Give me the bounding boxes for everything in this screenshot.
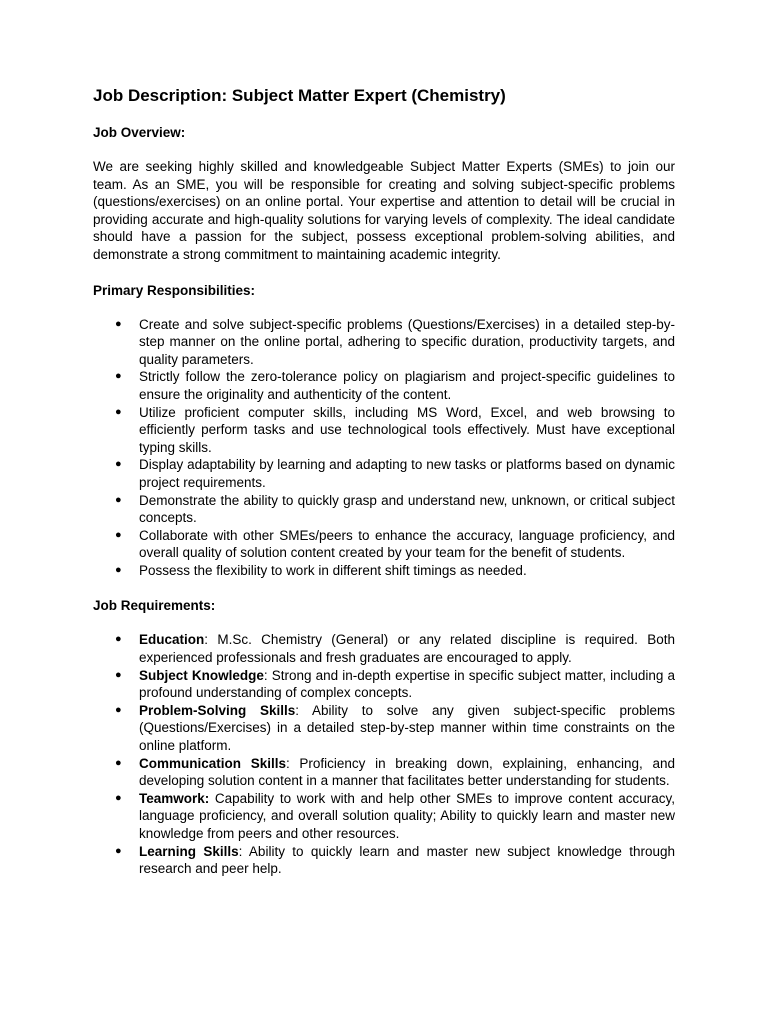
requirement-term: Teamwork: bbox=[139, 790, 210, 806]
requirement-text: : Ability to solve any given subject-specific problems (Questions/Exercises) in a detailed step-by-step manner within time constraints on the online platform. bbox=[139, 702, 675, 754]
bullet-icon: ● bbox=[115, 791, 122, 804]
requirement-term: Learning Skills bbox=[139, 843, 239, 859]
requirements-list bbox=[93, 631, 675, 877]
list-item bbox=[93, 368, 675, 403]
requirement-term: Subject Knowledge bbox=[139, 667, 264, 683]
requirement-text: : Proficiency in breaking down, explaining, enhancing, and developing solution content in a manner that facilitates better understanding for students. bbox=[139, 755, 675, 789]
requirement-term: Problem-Solving Skills bbox=[139, 702, 296, 718]
list-item bbox=[93, 456, 675, 491]
requirements-heading: Job Requirements: bbox=[93, 598, 216, 614]
requirement-term: Education bbox=[139, 632, 205, 648]
bullet-icon: ● bbox=[115, 458, 122, 471]
list-item bbox=[93, 843, 675, 878]
list-item-text: Utilize proficient computer skills, including MS Word, Excel, and web browsing to efficiently perform tasks and use technological tools effectively. Must have exceptional typing skills. bbox=[139, 404, 675, 455]
requirement-text: Capability to work with and help other SMEs to improve content accuracy, language proficiency, and overall solution quality; Ability to quickly learn and master new knowledge from peers and other resources. bbox=[139, 790, 675, 841]
list-item-text: Collaborate with other SMEs/peers to enhance the accuracy, language proficiency, and overall quality of solution content created by your team for the benefit of students. bbox=[139, 527, 675, 561]
responsibilities-list bbox=[93, 316, 675, 580]
requirement-term: Communication Skills bbox=[139, 755, 286, 771]
document-page bbox=[93, 84, 675, 878]
responsibilities-heading: Primary Responsibilities: bbox=[93, 282, 256, 298]
list-item bbox=[93, 492, 675, 527]
requirement-text: : Ability to quickly learn and master new subject knowledge through research and peer help. bbox=[139, 843, 675, 877]
bullet-icon: ● bbox=[115, 703, 122, 716]
document-title: Job Description: Subject Matter Expert (Chemistry) bbox=[93, 86, 506, 105]
bullet-icon: ● bbox=[115, 668, 122, 681]
overview-paragraph: We are seeking highly skilled and knowledgeable Subject Matter Experts (SMEs) to join our team. As an SME, you will be responsible for creating and solving subject-specific problems (questions/exercises) on an online portal. Your expertise and attention to detail will be crucial in providing accurate and high-quality solutions for varying levels of complexity. The ideal candidate should have a passion for the subject, possess exceptional problem-solving abilities, and demonstrate a strong commitment to maintaining academic integrity. bbox=[93, 159, 675, 262]
list-item bbox=[93, 562, 675, 580]
list-item-text: Display adaptability by learning and adapting to new tasks or platforms based on dynamic project requirements. bbox=[139, 457, 675, 490]
list-item-text: Strictly follow the zero-tolerance policy on plagiarism and project-specific guidelines to ensure the originality and authenticity of the content. bbox=[139, 369, 675, 402]
requirement-text: : M.Sc. Chemistry (General) or any related discipline is required. Both experienced professionals and fresh graduates are encouraged to apply. bbox=[139, 632, 675, 666]
bullet-icon: ● bbox=[115, 370, 122, 383]
bullet-icon: ● bbox=[115, 633, 122, 646]
bullet-icon: ● bbox=[115, 405, 122, 418]
bullet-icon: ● bbox=[115, 844, 122, 857]
list-item bbox=[93, 755, 675, 790]
list-item bbox=[93, 527, 675, 562]
list-item bbox=[93, 404, 675, 457]
list-item bbox=[93, 631, 675, 666]
bullet-icon: ● bbox=[115, 493, 122, 506]
list-item-text: Create and solve subject-specific problems (Questions/Exercises) in a detailed step-by-step manner on the online portal, adhering to specific duration, productivity targets, and quality parameters. bbox=[139, 316, 675, 367]
bullet-icon: ● bbox=[115, 756, 122, 769]
list-item-text: Possess the flexibility to work in different shift timings as needed. bbox=[139, 562, 527, 578]
bullet-icon: ● bbox=[115, 528, 122, 541]
list-item-text: Demonstrate the ability to quickly grasp and understand new, unknown, or critical subject concepts. bbox=[139, 492, 675, 526]
list-item bbox=[93, 667, 675, 702]
requirement-text: : Strong and in-depth expertise in specific subject matter, including a profound understanding of complex concepts. bbox=[139, 667, 676, 701]
bullet-icon: ● bbox=[115, 317, 122, 330]
list-item bbox=[93, 702, 675, 755]
overview-heading: Job Overview: bbox=[93, 125, 186, 140]
list-item bbox=[93, 790, 675, 843]
bullet-icon: ● bbox=[115, 563, 122, 576]
list-item bbox=[93, 316, 675, 369]
